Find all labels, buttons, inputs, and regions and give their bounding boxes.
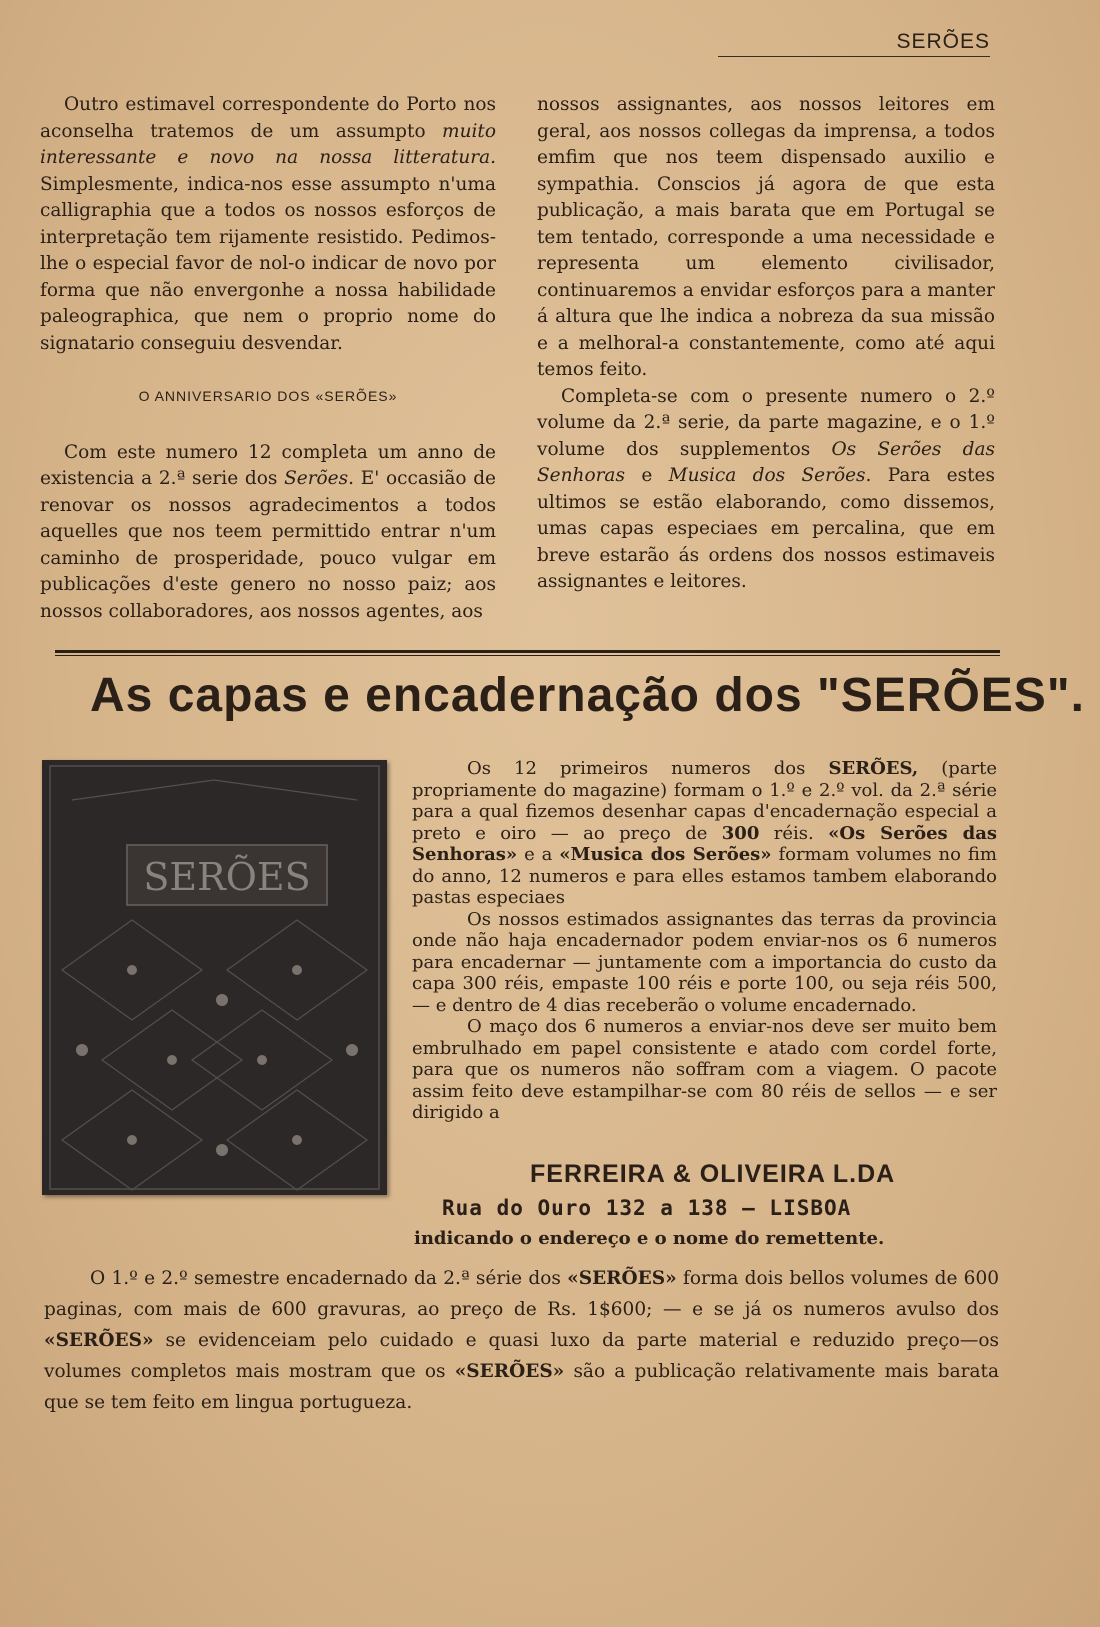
anniversary-paragraph: Com este numero 12 completa um anno de existencia a 2.ª serie dos Serões. E' occasião de renovar os nossos agradecimentos a todos aquelles que nos teem permittido entrar n'um caminho de prosperidade, pouco vulgar em publicações d'este genero no nosso paiz; aos nossos collaboradores, aos nossos agentes, aos xyxy=(40,441,496,622)
ad-paragraph-3: O maço dos 6 numeros a enviar-nos deve ser muito bem embrulhado em papel consistente e atado com cordel forte, para que os numeros não soffram com a viagem. O pacote assim feito deve estampilhar-se com 80 réis de sellos — e ser dirigido a xyxy=(412,1016,997,1123)
left-column xyxy=(40,92,496,625)
right-column xyxy=(537,92,995,596)
ad-paragraph-1: Os 12 primeiros numeros dos SERÕES, (parte propriamente do magazine) formam o 1.º e 2.º vol. da 2.ª série para a qual fizemos desenhar capas d'encadernação especial a preto e oiro — ao preço de 300 réis. «Os Serões das Senhoras» e a «Musica dos Serões» formam volumes no fim do anno, 12 numeros e para elles estamos tambem elaborando pastas especiaes xyxy=(412,758,998,908)
section-divider xyxy=(55,650,1000,656)
correspondent-paragraph: Outro estimavel correspondente do Porto nos aconselha tratemos de um assumpto muito interessante e novo na nossa litteratura. Simplesmente, indica-nos esse assumpto n'uma calligraphia que a todos os nossos esforços de interpretação tem rijamente resistido. Pedimos-lhe o especial favor de nol-o indicar de novo por forma que não envergonhe a nossa habilidade paleographica, que nem o proprio nome do signatario conseguiu desvendar. xyxy=(40,94,496,354)
section-title: O ANNIVERSARIO DOS «SERÕES» xyxy=(138,388,398,404)
firm-address: Rua do Ouro 132 a 138 — LISBOA xyxy=(442,1196,852,1220)
running-header: SERÕES xyxy=(718,30,990,57)
continuation-paragraph: nossos assignantes, aos nossos leitores em geral, aos nossos collegas da imprensa, a todos emfim que nos teem dispensado auxilio e sympathia. Conscios já agora de que esta publicação, a mais barata que em Portugal se tem tentado, corresponde a uma necessidade e representa um elemento civilisador, continuaremos a envidar esforços para a manter á altura que lhe indica a nobreza da sua missão e a melhoral-a constantemente, como até aqui temos feito. xyxy=(537,94,995,380)
ad-paragraph-2: Os nossos estimados assignantes das terras da provincia onde não haja encadernador podem enviar-nos os 6 numeros para encadernar — juntamente com a importancia do custo da capa 300 réis, empaste 100 réis e porte 100, ou seja réis 500, — e dentro de 4 dias receberão o volume encadernado. xyxy=(412,908,997,1016)
bottom-paragraph: O 1.º e 2.º semestre encadernado da 2.ª série dos «SERÕES» forma dois bellos volumes de 600 paginas, com mais de 600 gravuras, ao preço de Rs. 1$600; — e se já os numeros avulso dos «SERÕES» se evidenceiam pelo cuidado e quasi luxo da parte material e reduzido preço—os volumes completos mais mostram que os «SERÕES» são a publicação relativamente mais barata que se tem feito em lingua portugueza. xyxy=(44,1268,999,1413)
sender-instruction: indicando o endereço e o nome do remettente. xyxy=(414,1228,885,1249)
advertisement-title: As capas e encadernação dos "SERÕES". xyxy=(90,669,1085,722)
volume-paragraph: Completa-se com o presente numero o 2.º volume da 2.ª serie, da parte magazine, e o 1.º volume dos supplementos Os Serões das Senhoras e Musica dos Serões. Para estes ultimos se estão elaborando, como dissemos, umas capas especiaes em percalina, que em breve estarão ás ordens dos nossos estimaveis assignantes e leitores. xyxy=(537,385,995,592)
firm-name: FERREIRA & OLIVEIRA L.DA xyxy=(530,1160,896,1188)
advertisement-body xyxy=(412,758,997,1124)
book-cover-illustration xyxy=(42,760,387,1195)
book-title-text: SERÕES xyxy=(143,855,311,899)
